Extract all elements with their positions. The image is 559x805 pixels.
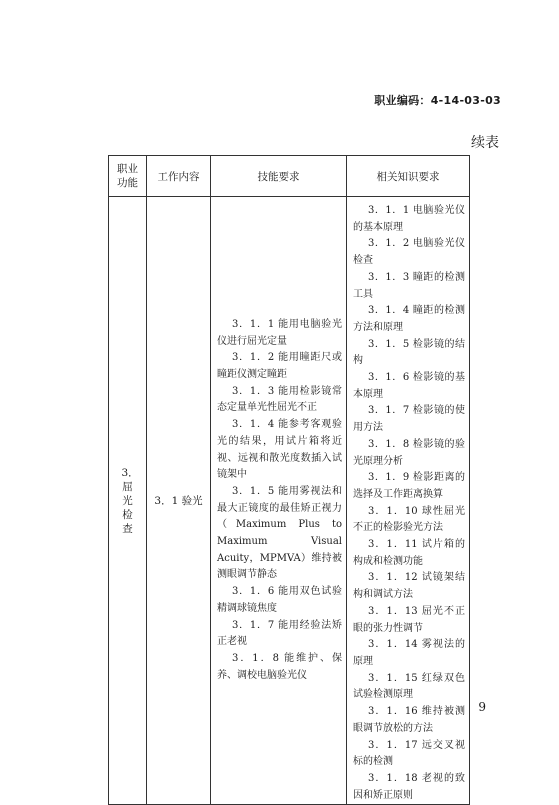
skill-item: 3．1．6 能用双色试验精调球镜焦度 <box>217 586 342 614</box>
knowledge-item: 3．1．16 维持被测眼调节放松的方法 <box>353 706 465 734</box>
knowledge-item: 3．1．11 试片箱的构成和检测功能 <box>353 539 465 567</box>
occupation-code: 职业编码：4-14-03-03 <box>374 94 501 107</box>
page-number: 9 <box>478 700 486 714</box>
competency-table <box>108 155 470 805</box>
header-function: 职业功能 <box>109 156 147 197</box>
knowledge-item: 3．1．6 检影镜的基本原理 <box>353 372 465 400</box>
skill-item: 3．1．7 能用经验法矫正老视 <box>217 619 342 648</box>
skill-item: 3．1．1 能用电脑验光仪进行屈光定量 <box>217 318 342 347</box>
table-row <box>109 197 470 805</box>
knowledge-item: 3．1．13 屈光不正眼的张力性调节 <box>353 605 465 634</box>
knowledge-item: 3．1．4 瞳距的检测方法和原理 <box>353 305 465 333</box>
knowledge-item: 3．1．2 电脑验光仪检查 <box>353 238 465 267</box>
table-header-row <box>109 156 470 197</box>
knowledge-cell <box>347 197 470 805</box>
knowledge-item: 3．1．14 雾视法的原理 <box>353 639 465 667</box>
knowledge-item: 3．1．12 试镜架结构和调试方法 <box>353 572 465 601</box>
knowledge-item: 3．1．7 检影镜的使用方法 <box>353 405 465 434</box>
skill-item: 3．1．3 能用检影镜常态定量单光性屈光不正 <box>217 385 342 414</box>
knowledge-item: 3．1．15 红绿双色试验检测原理 <box>353 672 465 701</box>
knowledge-item: 3．1．9 检影距离的选择及工作距离换算 <box>353 472 465 500</box>
knowledge-item: 3．1．18 老视的致因和矫正原则 <box>353 772 465 801</box>
skills-cell <box>211 197 347 805</box>
knowledge-item: 3．1．3 瞳距的检测工具 <box>353 271 465 300</box>
skill-item: 3．1．2 能用瞳距尺或瞳距仪测定瞳距 <box>217 352 342 381</box>
work-content-cell: 3．1 验光 <box>147 197 211 805</box>
knowledge-item: 3．1．8 检影镜的验光原理分析 <box>353 438 465 467</box>
skill-item: 3．1．5 能用雾视法和最大正镜度的最佳矫正视力（Maximum Plus to Maximum Visual Acuity，MPMVA）维持被测眼调节静态 <box>217 485 342 581</box>
header-knowledge-requirements: 相关知识要求 <box>347 156 470 197</box>
skill-item: 3．1．4 能参考客观验光的结果，用试片箱将近视、远视和散光度数插入试镜架中 <box>217 419 342 481</box>
knowledge-item: 3．1．1 电脑验光仪的基本原理 <box>353 205 465 233</box>
header-skill-requirements: 技能要求 <box>211 156 347 197</box>
skill-item: 3．1．8 能维护、保养、调校电脑验光仪 <box>217 652 342 681</box>
knowledge-item: 3．1．5 检影镜的结构 <box>353 338 465 367</box>
header-work-content: 工作内容 <box>147 156 211 197</box>
function-label: 3．屈光检查 <box>121 466 139 535</box>
function-cell <box>109 197 147 805</box>
knowledge-item: 3．1．17 远交叉视标的检测 <box>353 739 465 768</box>
knowledge-item: 3．1．10 球性屈光不正的检影验光方法 <box>353 505 465 534</box>
continued-table-label: 续表 <box>471 135 499 151</box>
